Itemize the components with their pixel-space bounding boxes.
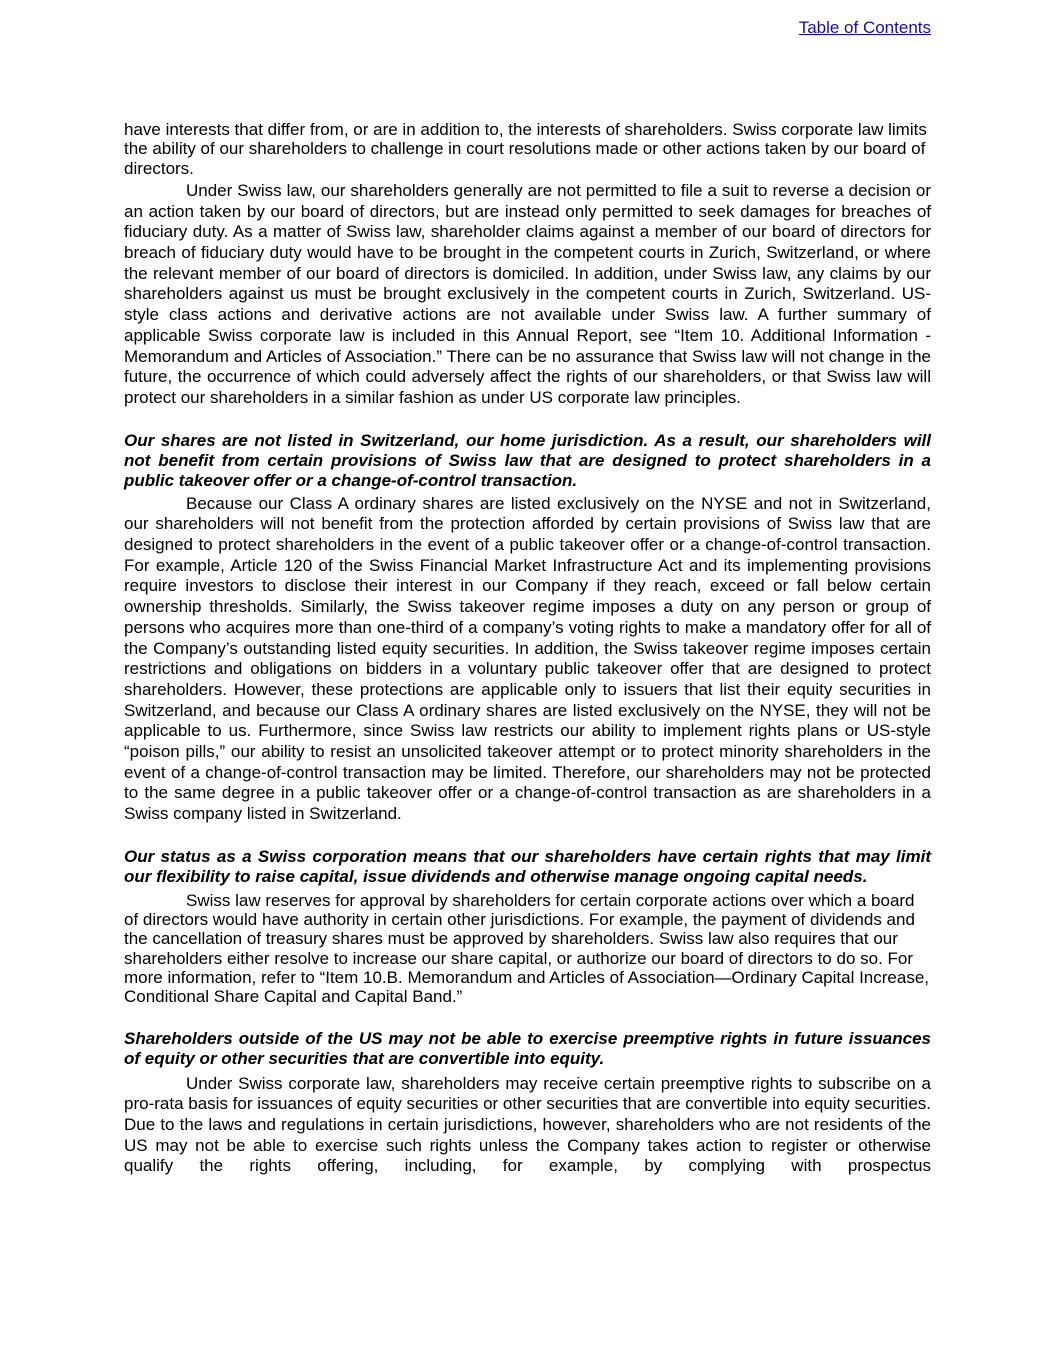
section-heading-preemptive-rights: Shareholders outside of the US may not be able to exercise preemptive rights in future issuances of equity or other securities that are convertible into equity. bbox=[124, 1028, 931, 1068]
document-page bbox=[124, 120, 931, 1177]
section-heading-listing: Our shares are not listed in Switzerland, our home jurisdiction. As a result, our shareholders will not benefit from certain provisions of Swiss law that are designed to protect shareholders in a public takeover offer or a change-of-control transaction. bbox=[124, 430, 931, 490]
table-of-contents-link[interactable]: Table of Contents bbox=[798, 18, 931, 37]
section-heading-swiss-corporation: Our status as a Swiss corporation means that our shareholders have certain rights that may limit our flexibility to raise capital, issue dividends and otherwise manage ongoing capital needs. bbox=[124, 846, 931, 886]
swiss-law-paragraph: Under Swiss law, our shareholders generally are not permitted to file a suit to reverse a decision or an action taken by our board of directors, but are instead only permitted to seek damages for breaches of fiduciary duty. As a matter of Swiss law, shareholder claims against a member of our board of directors for breach of fiduciary duty would have to be brought in the competent courts in Zurich, Switzerland, or where the relevant member of our board of directors is domiciled. In addition, under Swiss law, any claims by our shareholders against us must be brought exclusively in the competent courts in Zurich, Switzerland. US-style class actions and derivative actions are not available under Swiss law. A further summary of applicable Swiss corporate law is included in this Annual Report, see “Item 10. Additional Information - Memorandum and Articles of Association.” There can be no assurance that Swiss law will not change in the future, the occurrence of which could adversely affect the rights of our shareholders, or that Swiss law will protect our shareholders in a similar fashion as under US corporate law principles. bbox=[124, 180, 931, 407]
section-body-swiss-corporation: Swiss law reserves for approval by shareholders for certain corporate actions over which a board of directors would have authority in certain other jurisdictions. For example, the payment of dividends and the cancellation of treasury shares must be approved by shareholders. Swiss law also requires that our shareholders either resolve to increase our share capital, or authorize our board of directors to do so. For more information, refer to “Item 10.B. Memorandum and Articles of Association—Ordinary Capital Increase, Conditional Share Capital and Capital Band.” bbox=[124, 890, 930, 1007]
section-body-listing: Because our Class A ordinary shares are listed exclusively on the NYSE and not in Switzerland, our shareholders will not benefit from the protection afforded by certain provisions of Swiss law that are designed to protect shareholders in the event of a public takeover offer or a change-of-control transaction. For example, Article 120 of the Swiss Financial Market Infrastructure Act and its implementing provisions require investors to disclose their interest in our Company if they reach, exceed or fall below certain ownership thresholds. Similarly, the Swiss takeover regime imposes a duty on any person or group of persons who acquires more than one-third of a company’s voting rights to make a mandatory offer for all of the Company’s outstanding listed equity securities. In addition, the Swiss takeover regime imposes certain restrictions and obligations on bidders in a voluntary public takeover offer that are designed to protect shareholders. However, these protections are applicable only to issuers that list their equity securities in Switzerland, and because our Class A ordinary shares are listed exclusively on the NYSE, they will not be applicable to us. Furthermore, since Swiss law restricts our ability to implement rights plans or US-style “poison pills,” our ability to resist an unsolicited takeover attempt or to protect minority shareholders in the event of a change-of-control transaction may be limited. Therefore, our shareholders may not be protected to the same degree in a public takeover offer or a change-of-control transaction as are shareholders in a Swiss company listed in Switzerland. bbox=[124, 493, 931, 824]
section-body-preemptive-rights: Under Swiss corporate law, shareholders may receive certain preemptive rights to subscribe on a pro-rata basis for issuances of equity securities or other securities that are convertible into equity securities. Due to the laws and regulations in certain jurisdictions, however, shareholders who are not residents of the US may not be able to exercise such rights unless the Company takes action to register or otherwise qualify the rights offering, including, for example, by complying with prospectus bbox=[124, 1073, 931, 1176]
intro-paragraph: have interests that differ from, or are in addition to, the interests of shareholders. Swiss corporate law limits the ability of our shareholders to challenge in court resolutions made or other actions taken by our board of directors. bbox=[124, 120, 927, 178]
